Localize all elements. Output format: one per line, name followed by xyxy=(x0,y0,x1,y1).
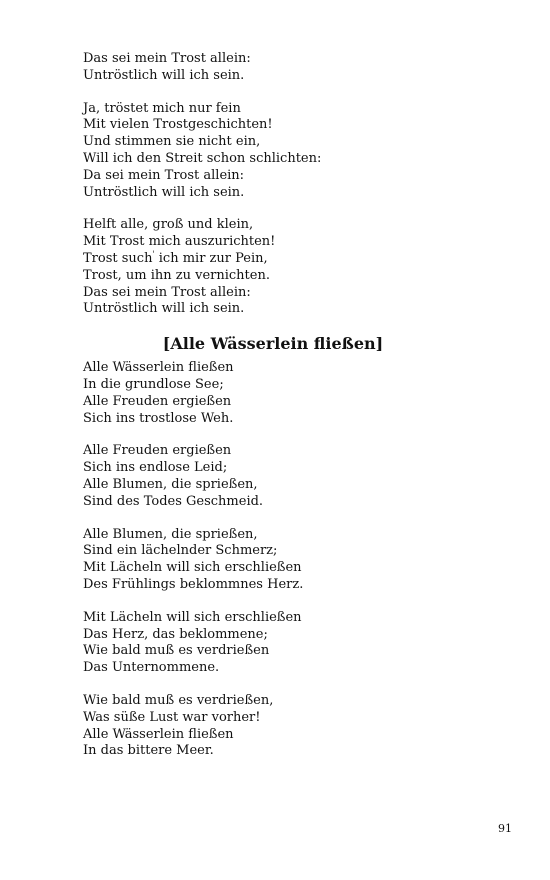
verse-line: Untröstlich will ich sein. xyxy=(83,301,245,317)
verse-line: Alle Freuden ergießen xyxy=(83,443,232,459)
verse-line: Alle Wässerlein fließen xyxy=(83,726,234,742)
text-block xyxy=(83,51,483,776)
verse-line: Und stimmen sie nicht ein, xyxy=(83,134,261,150)
verse-line: Alle Wässerlein fließen xyxy=(83,360,234,376)
verse-line: Untröstlich will ich sein. xyxy=(83,184,245,200)
verse-line: Das Unternommene. xyxy=(83,660,220,676)
verse-line: Das sei mein Trost allein: xyxy=(83,284,251,300)
stanza xyxy=(83,101,483,202)
verse-line: Trost, um ihn zu vernichten. xyxy=(83,267,270,283)
verse-line: Mit vielen Trostgeschichten! xyxy=(83,117,273,133)
verse-text: ich mir zur Pein, xyxy=(154,250,268,266)
apostrophe-mark: ' xyxy=(152,249,155,259)
verse-text: Trost such xyxy=(83,250,153,266)
verse-line: Alle Blumen, die sprießen, xyxy=(83,476,258,492)
verse-line: Sich ins trostlose Weh. xyxy=(83,410,234,426)
stanza xyxy=(83,610,483,677)
stanza xyxy=(83,51,483,85)
verse-line xyxy=(83,251,483,268)
verse-line: Helft alle, groß und klein, xyxy=(83,217,254,233)
verse-line: Will ich den Streit schon schlichten: xyxy=(83,150,322,166)
verse-line: Sind ein lächelnder Schmerz; xyxy=(83,543,278,559)
verse-line: Was süße Lust war vorher! xyxy=(83,709,261,725)
verse-line: Des Frühlings beklommnes Herz. xyxy=(83,576,304,592)
stanza xyxy=(83,443,483,510)
stanza xyxy=(83,527,483,594)
verse-line: In die grundlose See; xyxy=(83,376,224,392)
verse-line: Sich ins endlose Leid; xyxy=(83,460,228,476)
verse-line: Alle Freuden ergießen xyxy=(83,393,232,409)
verse-line: Mit Lächeln will sich erschließen xyxy=(83,609,302,625)
verse-line: Wie bald muß es verdrießen xyxy=(83,643,270,659)
verse-line: Sind des Todes Geschmeid. xyxy=(83,493,264,509)
verse-line: Mit Trost mich auszurichten! xyxy=(83,234,276,250)
verse-line: Das Herz, das beklommene; xyxy=(83,626,268,642)
verse-line: Alle Blumen, die sprießen, xyxy=(83,526,258,542)
verse-line: Wie bald muß es verdrießen, xyxy=(83,692,274,708)
verse-line: Mit Lächeln will sich erschließen xyxy=(83,560,302,576)
verse-line: Untröstlich will ich sein. xyxy=(83,67,245,83)
verse-line: Ja, tröstet mich nur fein xyxy=(83,100,241,116)
poem-title: [Alle Wässerlein fließen] xyxy=(162,334,384,354)
stanza xyxy=(83,360,483,427)
verse-line: In das bittere Meer. xyxy=(83,743,214,759)
stanza xyxy=(83,217,483,318)
verse-line: Das sei mein Trost allein: xyxy=(83,51,251,66)
verse-line: Da sei mein Trost allein: xyxy=(83,167,245,183)
page-number: 91 xyxy=(498,822,512,835)
stanza xyxy=(83,693,483,760)
